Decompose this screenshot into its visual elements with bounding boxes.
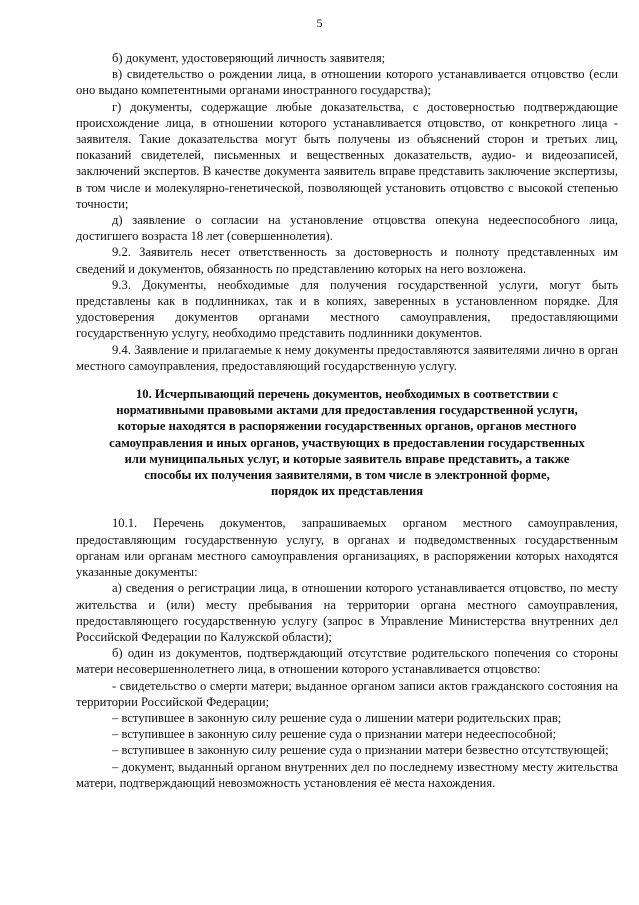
page-number: 5 [316, 16, 323, 30]
paragraph-g: г) документы, содержащие любые доказательства, с достоверностью подтверждающие происхождение лица, в отношении которого устанавливается отцовство, от конкретного лица - заявителя. Такие доказательства могут быть получены из объяснений сторон и третьих лиц, показаний свидетелей, письменных и вещественных доказательств, аудио- и видеозаписей, заключений экспертов. В качестве документа заявитель вправе представить заключение экспертизы, в том числе и молекулярно-генетической, позволяющей установить отцовство с высокой степенью точности; [76, 99, 618, 211]
heading-line: или муниципальных услуг, и которые заявитель вправе представить, а также [124, 451, 570, 466]
document-body [76, 50, 618, 791]
paragraph-9-4: 9.4. Заявление и прилагаемые к нему документы предоставляются заявителями лично в орган местного самоуправления, предоставляющий государственную услугу. [76, 342, 618, 373]
paragraph-v: в) свидетельство о рождении лица, в отношении которого устанавливается отцовство (если оно выдано компетентными органами иностранного государства); [76, 67, 618, 98]
paragraph-a: а) сведения о регистрации лица, в отношении которого устанавливается отцовство, по месту жительства и (или) месту пребывания на территории органа местного самоуправления, предоставляющего государственную услугу (запрос в Управление Министерства внутренних дел Российской Федерации по Калужской области); [76, 581, 618, 644]
heading-line: порядок их представления [270, 484, 424, 499]
paragraph-9-2: 9.2. Заявитель несет ответственность за достоверность и полноту представленных им сведений и документов, обязанность по представлению которых на него возложена. [76, 245, 618, 276]
paragraph-9-3: 9.3. Документы, необходимые для получения государственной услуги, могут быть представлены как в подлинниках, так и в копиях, заверенных в установленном порядке. Для удостоверения документов органами местного самоуправления, предоставляющими государственную услугу, необходимо представить подлинники документов. [76, 277, 618, 341]
list-item-missing: – вступившее в законную силу решение суда о признании матери безвестно отсутствующей; [112, 743, 609, 758]
paragraph-d: д) заявление о согласии на установление отцовства опекуна недееспособного лица, достигшего возраста 18 лет (совершеннолетия). [76, 213, 618, 244]
heading-line: способы их получения заявителями, в том числе в электронной форме, [144, 468, 550, 483]
heading-line: которые находятся в распоряжении государственных органов, органов местного [117, 419, 577, 434]
heading-line: самоуправления и иных органов, участвующих в предоставлении государственных [109, 435, 585, 450]
list-item-incapacity: – вступившее в законную силу решение суда о признании матери недееспособной; [112, 727, 557, 742]
heading-line: 10. Исчерпывающий перечень документов, необходимых в соответствии с [135, 387, 558, 402]
paragraph-10-1: 10.1. Перечень документов, запрашиваемых органом местного самоуправления, предоставляющим государственную услугу, в органах и подведомственных государственным органам или органам местного самоуправления организациях, в распоряжении которых находятся указанные документы: [76, 516, 618, 580]
list-item-deprivation-rights: – вступившее в законную силу решение суда о лишении матери родительских прав; [112, 710, 562, 725]
paragraph-b-2: б) один из документов, подтверждающий отсутствие родительского попечения со стороны матери несовершеннолетнего лица, в отношении которого устанавливается отцовство: [76, 646, 618, 677]
paragraph-b: б) документ, удостоверяющий личность заявителя; [112, 51, 386, 65]
list-item-death-certificate: - свидетельство о смерти матери; выданное органом записи актов гражданского состояния на территории Российской Федерации; [76, 678, 618, 709]
heading-line: нормативными правовыми актами для предоставления государственной услуги, [116, 403, 578, 418]
list-item-police-document: – документ, выданный органом внутренних дел по последнему известному месту жительства матери, подтверждающий невозможность установления её места нахождения. [76, 759, 618, 790]
section-10-heading [82, 386, 612, 499]
